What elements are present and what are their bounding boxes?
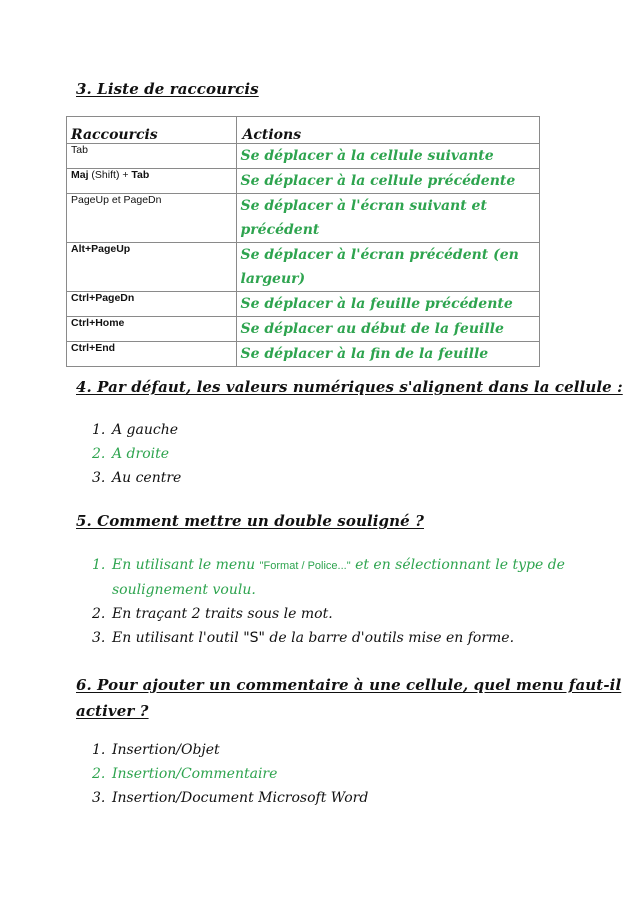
option-text: Insertion/Document Microsoft Word (112, 790, 369, 806)
option-item-correct (92, 762, 368, 786)
header-action: Actions (236, 117, 540, 144)
shortcut-key: Ctrl+End (67, 342, 237, 367)
shortcut-key: Ctrl+Home (67, 317, 237, 342)
shortcut-action: Se déplacer à la feuille précédente (236, 292, 540, 317)
shortcut-action: Se déplacer à l'écran précédent (en largeur) (236, 243, 540, 292)
option-text: de la barre d'outils mise en forme. (269, 630, 515, 646)
menu-path: "Format / Police..." (259, 560, 351, 572)
key-part: (Shift) + (88, 169, 132, 181)
table-header-row (67, 117, 540, 144)
option-text: En utilisant le menu (112, 557, 256, 573)
shortcut-action: Se déplacer à la cellule suivante (236, 144, 540, 169)
key-part: Tab (131, 169, 150, 181)
option-number: 2. (92, 766, 106, 782)
section-6-heading: 6. Pour ajouter un commentaire à une cellule, quel menu faut-il (76, 676, 622, 694)
key-part: Maj (71, 169, 89, 181)
section-3-heading: 3. Liste de raccourcis (76, 80, 259, 98)
section-4-options (92, 418, 181, 490)
option-item (92, 602, 565, 626)
option-number: 1. (92, 422, 106, 438)
option-number: 1. (92, 557, 106, 573)
option-number: 3. (92, 470, 106, 486)
shortcut-key (67, 169, 237, 194)
table-row (67, 317, 540, 342)
option-item (92, 418, 181, 442)
option-text: A droite (112, 446, 170, 462)
shortcut-key: Tab (67, 144, 237, 169)
option-item (92, 738, 368, 762)
option-text: En utilisant l'outil (112, 630, 239, 646)
option-item-continuation: soulignement voulu. (112, 582, 256, 598)
option-number: 1. (92, 742, 106, 758)
option-item (92, 626, 565, 650)
section-4-heading: 4. Par défaut, les valeurs numériques s'alignent dans la cellule : (76, 378, 623, 396)
option-text: Insertion/Objet (112, 742, 220, 758)
option-number: 3. (92, 630, 106, 646)
section-5-heading: 5. Comment mettre un double souligné ? (76, 512, 424, 530)
option-text: et en sélectionnant le type de (355, 557, 565, 573)
table-row (67, 243, 540, 292)
option-item (92, 786, 368, 810)
option-item-correct (92, 553, 565, 578)
section-6-options (92, 738, 368, 810)
shortcut-key: PageUp et PageDn (67, 194, 237, 243)
table-row (67, 342, 540, 367)
shortcut-action: Se déplacer à l'écran suivant et précédent (236, 194, 540, 243)
table-row (67, 194, 540, 243)
table-row (67, 292, 540, 317)
option-number: 2. (92, 446, 106, 462)
header-shortcut: Raccourcis (67, 117, 237, 144)
option-item (92, 466, 181, 490)
shortcut-action: Se déplacer à la fin de la feuille (236, 342, 540, 367)
option-text: En traçant 2 traits sous le mot. (112, 606, 333, 622)
shortcut-key: Alt+PageUp (67, 243, 237, 292)
tool-name: "S" (243, 630, 265, 646)
option-text: Au centre (112, 470, 182, 486)
shortcuts-table (66, 116, 540, 367)
shortcut-action: Se déplacer au début de la feuille (236, 317, 540, 342)
option-text: A gauche (112, 422, 179, 438)
option-item-correct (92, 442, 181, 466)
option-number: 3. (92, 790, 106, 806)
table-row (67, 144, 540, 169)
table-row (67, 169, 540, 194)
shortcut-action: Se déplacer à la cellule précédente (236, 169, 540, 194)
section-5-options (92, 553, 565, 650)
option-text: Insertion/Commentaire (112, 766, 278, 782)
section-6-heading-continuation: activer ? (76, 702, 149, 720)
option-number: 2. (92, 606, 106, 622)
shortcut-key: Ctrl+PageDn (67, 292, 237, 317)
